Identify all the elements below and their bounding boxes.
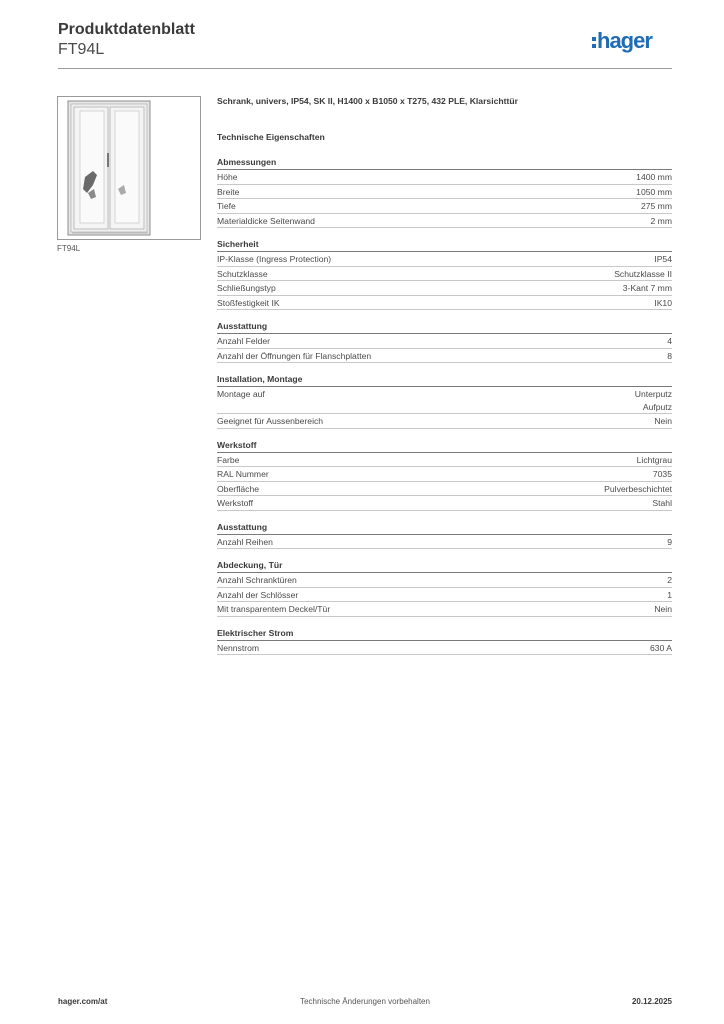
section-title: Abmessungen	[217, 156, 672, 170]
spec-label: Stoßfestigkeit IK	[217, 297, 280, 308]
spec-value-line: 2 mm	[650, 215, 672, 226]
spec-row	[217, 349, 672, 364]
spec-value	[652, 497, 672, 510]
spec-value-line: IK10	[654, 297, 672, 308]
document-header	[58, 20, 195, 60]
spec-value-line: Aufputz	[642, 401, 672, 412]
spec-value	[667, 350, 672, 363]
spec-value-line: Nein	[654, 416, 672, 426]
section-title: Sicherheit	[217, 238, 672, 252]
spec-value-line: Unterputz	[634, 389, 672, 399]
spec-label: Materialdicke Seitenwand	[217, 215, 315, 226]
spec-value-line: IP54	[654, 254, 672, 264]
spec-value-line: 8	[667, 350, 672, 361]
logo-dot-bottom	[592, 44, 596, 48]
spec-row	[217, 296, 672, 311]
spec-value-line: Pulverbeschichtet	[604, 483, 672, 494]
spec-row	[217, 535, 672, 550]
spec-value-line: Stahl	[652, 498, 672, 508]
spec-row	[217, 252, 672, 267]
spec-row	[217, 214, 672, 229]
spec-section	[217, 156, 672, 228]
spec-label: IP-Klasse (Ingress Protection)	[217, 254, 332, 264]
datasheet-content	[217, 95, 672, 665]
spec-row	[217, 170, 672, 185]
spec-row	[217, 453, 672, 468]
spec-value	[651, 215, 672, 228]
spec-section	[217, 559, 672, 617]
spec-value	[667, 536, 672, 549]
section-title: Werkstoff	[217, 439, 672, 453]
spec-row	[217, 281, 672, 296]
spec-row	[217, 602, 672, 617]
spec-row	[217, 387, 672, 414]
spec-row	[217, 185, 672, 200]
spec-label: Anzahl der Öffnungen für Flanschplatten	[217, 350, 372, 361]
spec-value	[604, 483, 672, 496]
hager-logo	[592, 26, 672, 56]
spec-value-line: 2	[667, 575, 672, 585]
spec-label: Breite	[217, 186, 240, 197]
page-title: Produktdatenblatt	[58, 21, 195, 38]
cabinet-illustration	[58, 97, 200, 239]
spec-value	[636, 186, 672, 199]
spec-value	[654, 603, 672, 616]
spec-value	[653, 468, 672, 481]
spec-label: Anzahl Felder	[217, 336, 271, 346]
spec-row	[217, 496, 672, 511]
spec-value	[667, 589, 672, 602]
product-code: FT94L	[58, 41, 105, 58]
spec-value	[650, 642, 672, 655]
footer-website: hager.com/at	[58, 997, 108, 1006]
spec-row	[217, 199, 672, 214]
spec-label: Anzahl der Schlösser	[217, 589, 299, 600]
spec-section	[217, 439, 672, 511]
spec-value-line: 1050 mm	[636, 186, 672, 197]
spec-label: Anzahl Reihen	[217, 536, 273, 547]
spec-value-line: 7035	[652, 469, 672, 479]
spec-label: Geeignet für Aussenbereich	[217, 416, 324, 426]
spec-value	[654, 253, 672, 266]
spec-section	[217, 238, 672, 310]
spec-value-line: 4	[667, 336, 672, 346]
spec-value	[635, 388, 672, 413]
logo-dot-top	[592, 37, 596, 41]
spec-row	[217, 467, 672, 482]
logo-wordmark: hager	[597, 28, 652, 53]
spec-value	[641, 200, 672, 213]
spec-row	[217, 334, 672, 349]
spec-label: Oberfläche	[217, 483, 260, 494]
product-description: Schrank, univers, IP54, SK II, H1400 x B1050 x T275, 432 PLE, Klarsichttür	[217, 96, 518, 106]
section-title: Ausstattung	[217, 320, 672, 334]
spec-row	[217, 641, 672, 656]
technical-properties-heading: Technische Eigenschaften	[217, 132, 325, 142]
spec-row	[217, 482, 672, 497]
section-title: Ausstattung	[217, 521, 672, 535]
spec-value	[623, 282, 672, 295]
spec-label: RAL Nummer	[217, 469, 269, 479]
section-title: Installation, Montage	[217, 373, 672, 387]
spec-label: Werkstoff	[217, 498, 253, 508]
spec-value-line: Nein	[654, 604, 672, 614]
spec-section	[217, 320, 672, 363]
spec-label: Schutzklasse	[217, 268, 268, 279]
spec-label: Farbe	[217, 454, 240, 465]
spec-row	[217, 573, 672, 588]
spec-value-line: 9	[667, 536, 672, 547]
spec-label: Höhe	[217, 172, 238, 182]
spec-value	[667, 335, 672, 348]
spec-section	[217, 373, 672, 429]
image-caption: FT94L	[57, 244, 81, 253]
spec-row	[217, 414, 672, 429]
spec-value-line: Lichtgrau	[636, 454, 672, 465]
spec-section	[217, 521, 672, 550]
spec-label: Nennstrom	[217, 642, 260, 653]
spec-label: Montage auf	[217, 389, 265, 399]
spec-value	[667, 574, 672, 587]
spec-label: Anzahl Schranktüren	[217, 575, 297, 585]
spec-value-line: Schutzklasse II	[614, 268, 672, 279]
spec-value-line: 3-Kant 7 mm	[622, 283, 672, 293]
spec-value-line: 1400 mm	[636, 172, 672, 182]
spec-section	[217, 627, 672, 656]
section-title: Elektrischer Strom	[217, 627, 672, 641]
spec-value	[654, 297, 672, 310]
section-title: Abdeckung, Tür	[217, 559, 672, 573]
spec-value-line: 275 mm	[640, 201, 672, 211]
spec-label: Mit transparentem Deckel/Tür	[217, 604, 331, 614]
spec-row	[217, 267, 672, 282]
spec-value	[614, 268, 672, 281]
spec-value-line: 1	[667, 589, 672, 600]
product-image	[57, 96, 201, 240]
header-divider	[58, 68, 672, 69]
spec-value-line: 630 A	[650, 642, 672, 653]
spec-value	[654, 415, 672, 428]
spec-value	[637, 454, 672, 467]
spec-label: Schließungstyp	[217, 283, 276, 293]
footer-note: Technische Änderungen vorbehalten	[300, 997, 430, 1006]
spec-label: Tiefe	[217, 201, 236, 211]
footer-date: 20.12.2025	[631, 997, 672, 1006]
spec-sections	[217, 156, 672, 655]
spec-row	[217, 588, 672, 603]
spec-value	[636, 171, 672, 184]
